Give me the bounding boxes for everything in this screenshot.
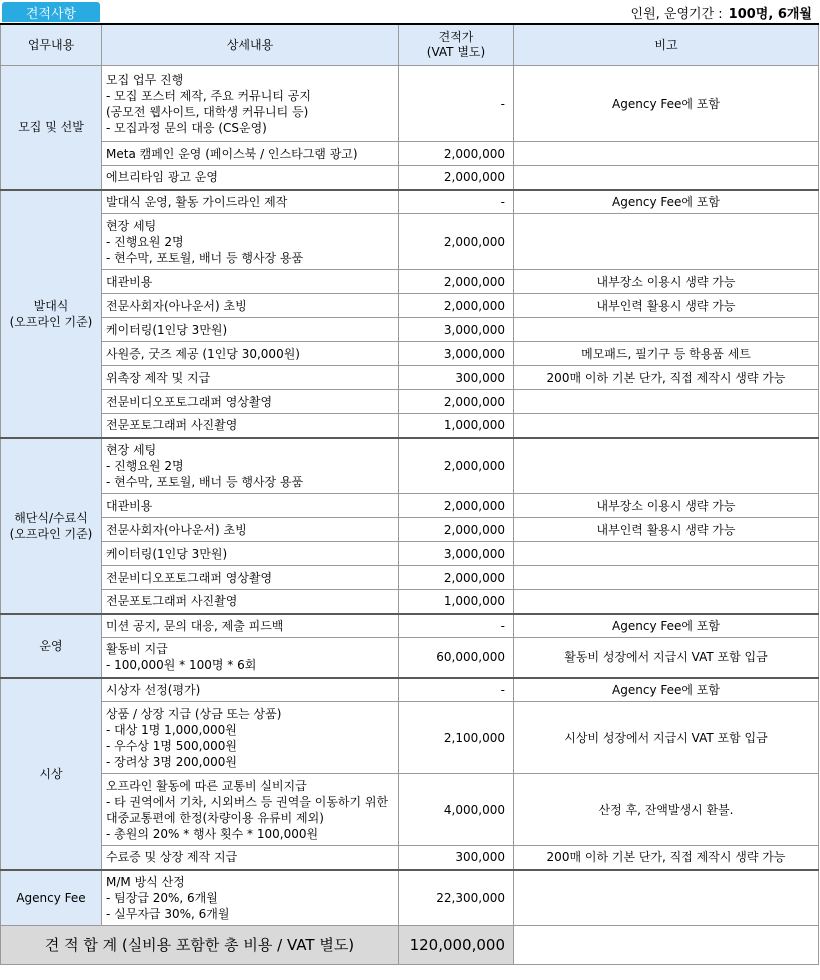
- table-row: [1, 614, 819, 638]
- price-cell: -: [399, 66, 514, 142]
- price-cell: 2,000,000: [399, 494, 514, 518]
- detail-cell: Meta 캠페인 운영 (페이스북 / 인스타그램 광고): [102, 142, 399, 166]
- detail-cell: 케이터링(1인당 3만원): [102, 542, 399, 566]
- detail-cell: 수료증 및 상장 제작 지급: [102, 846, 399, 870]
- table-row: [1, 214, 819, 270]
- detail-cell: 전문사회자(아나운서) 초빙: [102, 518, 399, 542]
- price-cell: 3,000,000: [399, 542, 514, 566]
- category-cell: 운영: [1, 614, 102, 678]
- price-cell: 60,000,000: [399, 638, 514, 678]
- note-cell: 메모패드, 필기구 등 학용품 세트: [514, 342, 819, 366]
- price-cell: 2,100,000: [399, 702, 514, 774]
- category-cell: 해단식/수료식 (오프라인 기준): [1, 438, 102, 614]
- price-cell: 22,300,000: [399, 870, 514, 926]
- table-row: [1, 366, 819, 390]
- price-cell: -: [399, 614, 514, 638]
- price-cell: 2,000,000: [399, 166, 514, 190]
- price-cell: 300,000: [399, 366, 514, 390]
- note-cell: 내부인력 활용시 생략 가능: [514, 294, 819, 318]
- detail-cell: 전문포토그래퍼 사진촬영: [102, 590, 399, 614]
- table-row: [1, 414, 819, 438]
- note-cell: Agency Fee에 포함: [514, 678, 819, 702]
- note-cell: [514, 318, 819, 342]
- header-price: 견적가 (VAT 별도): [399, 24, 514, 66]
- table-row: [1, 270, 819, 294]
- price-cell: 2,000,000: [399, 294, 514, 318]
- detail-cell: 에브리타임 광고 운영: [102, 166, 399, 190]
- header-category: 업무내용: [1, 24, 102, 66]
- note-cell: 내부인력 활용시 생략 가능: [514, 518, 819, 542]
- detail-cell: 모집 업무 진행 - 모집 포스터 제작, 주요 커뮤니티 공지 (공모전 웹사이트, 대학생 커뮤니티 등) - 모집과정 문의 대응 (CS운영): [102, 66, 399, 142]
- estimate-table: [0, 23, 819, 965]
- price-cell: 2,000,000: [399, 566, 514, 590]
- price-cell: 2,000,000: [399, 518, 514, 542]
- note-cell: 내부장소 이용시 생략 가능: [514, 494, 819, 518]
- note-cell: Agency Fee에 포함: [514, 190, 819, 214]
- note-cell: 활동비 성장에서 지급시 VAT 포함 입금: [514, 638, 819, 678]
- price-cell: 2,000,000: [399, 438, 514, 494]
- price-cell: 3,000,000: [399, 342, 514, 366]
- headcount-period-label: 인원, 운영기간 :: [630, 6, 723, 22]
- note-cell: [514, 414, 819, 438]
- note-cell: 200매 이하 기본 단가, 직접 제작시 생략 가능: [514, 846, 819, 870]
- table-row: [1, 702, 819, 774]
- note-cell: [514, 590, 819, 614]
- detail-cell: 전문포토그래퍼 사진촬영: [102, 414, 399, 438]
- table-row: [1, 638, 819, 678]
- price-cell: 2,000,000: [399, 214, 514, 270]
- table-row: [1, 342, 819, 366]
- detail-cell: 활동비 지급 - 100,000원 * 100명 * 6회: [102, 638, 399, 678]
- price-cell: 1,000,000: [399, 590, 514, 614]
- table-row: [1, 678, 819, 702]
- price-cell: -: [399, 190, 514, 214]
- note-cell: [514, 542, 819, 566]
- table-row: [1, 142, 819, 166]
- table-row: [1, 590, 819, 614]
- category-cell: Agency Fee: [1, 870, 102, 926]
- total-label: 견 적 합 계 (실비용 포함한 총 비용 / VAT 별도): [1, 926, 399, 965]
- detail-cell: 케이터링(1인당 3만원): [102, 318, 399, 342]
- note-cell: 산정 후, 잔액발생시 환불.: [514, 774, 819, 846]
- table-row: [1, 518, 819, 542]
- detail-cell: 사원증, 굿즈 제공 (1인당 30,000원): [102, 342, 399, 366]
- table-row: [1, 774, 819, 846]
- category-cell: 발대식 (오프라인 기준): [1, 190, 102, 438]
- table-row: [1, 438, 819, 494]
- note-cell: 내부장소 이용시 생략 가능: [514, 270, 819, 294]
- price-cell: 1,000,000: [399, 414, 514, 438]
- header-row: [1, 24, 819, 66]
- header-detail: 상세내용: [102, 24, 399, 66]
- note-cell: [514, 142, 819, 166]
- detail-cell: 전문비디오포토그래퍼 영상촬영: [102, 390, 399, 414]
- note-cell: Agency Fee에 포함: [514, 66, 819, 142]
- detail-cell: 상품 / 상장 지급 (상금 또는 상품) - 대상 1명 1,000,000원 - 우수상 1명 500,000원 - 장려상 3명 200,000원: [102, 702, 399, 774]
- table-row: [1, 566, 819, 590]
- detail-cell: 현장 세팅 - 진행요원 2명 - 현수막, 포토월, 배너 등 행사장 용품: [102, 214, 399, 270]
- table-row: [1, 846, 819, 870]
- header-note: 비고: [514, 24, 819, 66]
- headcount-period: [631, 2, 812, 22]
- table-row: [1, 494, 819, 518]
- detail-cell: M/M 방식 산정 - 팀장급 20%, 6개월 - 실무자급 30%, 6개월: [102, 870, 399, 926]
- price-cell: 2,000,000: [399, 142, 514, 166]
- note-cell: [514, 870, 819, 926]
- note-cell: Agency Fee에 포함: [514, 614, 819, 638]
- note-cell: [514, 438, 819, 494]
- table-row: [1, 318, 819, 342]
- detail-cell: 대관비용: [102, 270, 399, 294]
- total-row: [1, 926, 819, 965]
- headcount-period-value: 100명, 6개월: [728, 6, 812, 22]
- table-row: [1, 390, 819, 414]
- category-cell: 모집 및 선발: [1, 66, 102, 190]
- price-cell: -: [399, 678, 514, 702]
- note-cell: [514, 390, 819, 414]
- price-cell: 3,000,000: [399, 318, 514, 342]
- estimate-tab[interactable]: 견적사항: [2, 2, 100, 22]
- total-value: 120,000,000: [399, 926, 514, 965]
- detail-cell: 대관비용: [102, 494, 399, 518]
- price-cell: 2,000,000: [399, 270, 514, 294]
- detail-cell: 발대식 운영, 활동 가이드라인 제작: [102, 190, 399, 214]
- estimate-body: [1, 66, 819, 926]
- category-cell: 시상: [1, 678, 102, 870]
- price-cell: 300,000: [399, 846, 514, 870]
- table-row: [1, 542, 819, 566]
- detail-cell: 위촉장 제작 및 지급: [102, 366, 399, 390]
- detail-cell: 시상자 선정(평가): [102, 678, 399, 702]
- detail-cell: 전문사회자(아나운서) 초빙: [102, 294, 399, 318]
- total-note: [514, 926, 819, 965]
- note-cell: [514, 566, 819, 590]
- detail-cell: 오프라인 활동에 따른 교통비 실비지급 - 타 권역에서 기차, 시외버스 등 권역을 이동하기 위한 대중교통편에 한정(차량이용 유류비 제외) - 총원의 20% * 행사 횟수 * 100,000원: [102, 774, 399, 846]
- price-cell: 4,000,000: [399, 774, 514, 846]
- price-cell: 2,000,000: [399, 390, 514, 414]
- note-cell: 시상비 성장에서 지급시 VAT 포함 입금: [514, 702, 819, 774]
- table-row: [1, 66, 819, 142]
- note-cell: [514, 214, 819, 270]
- table-row: [1, 166, 819, 190]
- table-row: [1, 294, 819, 318]
- note-cell: [514, 166, 819, 190]
- table-row: [1, 190, 819, 214]
- detail-cell: 현장 세팅 - 진행요원 2명 - 현수막, 포토월, 배너 등 행사장 용품: [102, 438, 399, 494]
- note-cell: 200매 이하 기본 단가, 직접 제작시 생략 가능: [514, 366, 819, 390]
- table-row: [1, 870, 819, 926]
- detail-cell: 미션 공지, 문의 대응, 제출 피드백: [102, 614, 399, 638]
- detail-cell: 전문비디오포토그래퍼 영상촬영: [102, 566, 399, 590]
